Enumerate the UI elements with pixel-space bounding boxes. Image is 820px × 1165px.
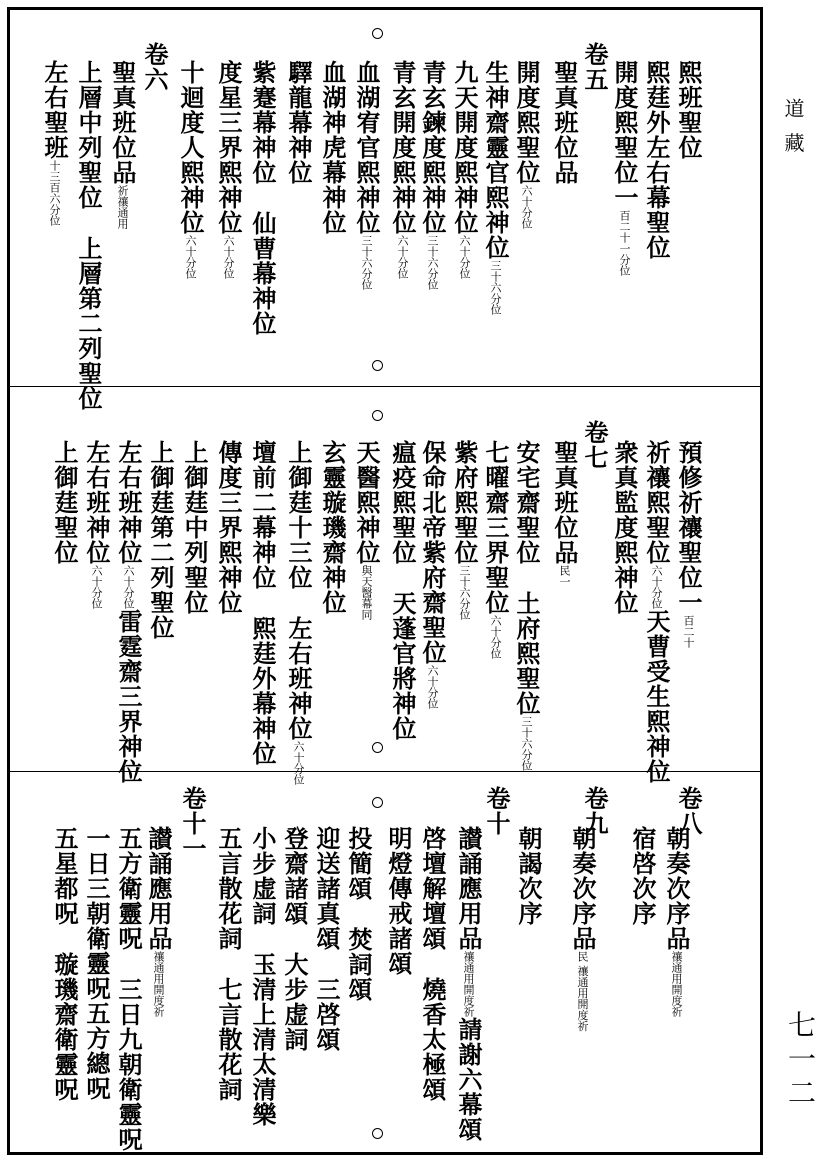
annotation-note: 六十分位	[222, 235, 235, 279]
text-column	[550, 60, 579, 185]
column-text: 祈禳熙聖位	[642, 440, 671, 565]
text-column	[248, 826, 277, 1127]
annotation-note: 與天醫幕同	[360, 565, 373, 620]
annotation-note: 六十分位	[184, 235, 197, 279]
column-text: 五星都呪	[50, 826, 79, 926]
column-text: 天醫熙神位	[352, 440, 381, 565]
text-column	[50, 826, 79, 1102]
column-text-second: 三啓頌	[312, 977, 341, 1052]
column-text-second: 熙莛外幕神位	[248, 616, 277, 766]
column-text: 傳度三界熙神位	[214, 440, 243, 615]
binding-hole	[372, 28, 383, 39]
column-text: 上御莛中列聖位	[180, 440, 209, 615]
column-text: 十迴度人熙神位	[176, 60, 205, 235]
text-column	[344, 826, 373, 1002]
column-text: 啓壇解壇頌	[418, 826, 447, 951]
text-column	[284, 60, 313, 185]
column-text: 一日三朝衛靈呪五方總呪	[82, 826, 111, 1101]
text-column	[114, 440, 143, 784]
text-column	[114, 826, 143, 1152]
text-column	[450, 60, 479, 279]
text-column	[481, 440, 510, 659]
column-text: 聖真班位品	[550, 440, 579, 565]
text-column	[580, 420, 609, 470]
column-text: 青玄開度熙神位	[388, 60, 417, 235]
column-text-second: 玉清上清太清樂	[248, 952, 277, 1127]
text-column	[418, 826, 447, 1102]
column-text: 卷十	[482, 786, 511, 836]
column-text-second: 璇璣齋衛靈呪	[50, 952, 79, 1102]
book-title: 道 藏	[781, 98, 805, 157]
binding-hole	[372, 1128, 383, 1139]
text-column	[450, 440, 479, 620]
binding-hole	[372, 410, 383, 421]
text-column	[50, 440, 79, 565]
column-text: 卷十一	[178, 786, 207, 861]
text-column	[418, 440, 447, 709]
column-text: 五言散花詞	[214, 826, 243, 951]
column-text: 卷七	[580, 420, 609, 470]
column-text-second: 大步虚詞	[280, 952, 309, 1052]
text-column	[40, 60, 69, 226]
column-text: 迎送諸真頌	[312, 826, 341, 951]
annotation-note: 六十分位	[396, 235, 409, 279]
column-text: 左右班神位	[114, 440, 143, 565]
text-column	[82, 440, 111, 609]
annotation-note: 三十六分位	[458, 565, 471, 620]
text-column	[550, 440, 579, 587]
column-text: 安宅齋聖位	[512, 440, 541, 565]
binding-hole	[372, 360, 383, 371]
column-text: 瘟疫熙聖位	[388, 440, 417, 565]
text-column	[481, 60, 510, 315]
column-text: 卷八	[674, 786, 703, 836]
annotation-note: 三十六分位	[360, 235, 373, 290]
text-column	[352, 440, 381, 620]
column-text-continued: 請謝六幕頌	[454, 1017, 483, 1142]
text-column	[662, 826, 691, 1017]
column-text: 保命北帝紫府齋聖位	[418, 440, 447, 665]
column-text: 度星三界熙神位	[214, 60, 243, 235]
text-column	[140, 42, 169, 92]
text-column	[214, 826, 243, 1102]
column-text: 開度熙聖位一	[610, 60, 639, 210]
column-text-second: 天蓬官將神位	[388, 591, 417, 741]
annotation-note: 禳通用開度祈	[670, 951, 683, 1017]
column-text: 血湖宥官熙神位	[352, 60, 381, 235]
text-column	[176, 60, 205, 279]
text-column	[146, 440, 175, 640]
column-text: 七曜齋三界聖位	[481, 440, 510, 615]
column-text: 上層中列聖位	[74, 60, 103, 210]
column-text-second: 燒香太極頌	[418, 977, 447, 1102]
text-column	[512, 440, 541, 771]
column-text-continued: 雷霆齋三界神位	[114, 609, 143, 784]
text-column	[178, 786, 207, 861]
annotation-note: 六十分位	[90, 565, 103, 609]
text-column	[144, 826, 173, 1017]
column-text: 五方衛靈呪	[114, 826, 143, 951]
text-column	[628, 826, 657, 926]
annotation-note: 六十分位	[292, 741, 305, 785]
column-text: 壇前二幕神位	[248, 440, 277, 590]
column-text: 讃誦應用品	[454, 826, 483, 951]
panel-divider-1	[7, 386, 763, 387]
annotation-note: 三十六分位	[520, 716, 533, 771]
text-column	[482, 786, 511, 836]
page-number: 七一二	[784, 1010, 817, 1112]
column-text-second: 仙曹幕神位	[248, 211, 277, 336]
column-text: 衆真監度熙神位	[610, 440, 639, 615]
text-column	[284, 440, 313, 785]
text-column	[674, 440, 703, 648]
annotation-note: 民一	[558, 565, 571, 587]
column-text: 熙班聖位	[674, 60, 703, 160]
text-column	[512, 60, 541, 229]
column-text: 朝謁次序	[514, 826, 543, 926]
column-text: 左右班神位	[82, 440, 111, 565]
annotation-note: 三十六分位	[426, 235, 439, 290]
text-column	[384, 826, 413, 976]
column-text-second: 三日九朝衛靈呪	[114, 977, 143, 1152]
text-column	[454, 826, 483, 1142]
annotation-note: 六十分位	[458, 235, 471, 279]
text-column	[248, 440, 277, 766]
text-column	[248, 60, 277, 336]
text-column	[312, 826, 341, 1052]
column-text: 左右聖班	[40, 60, 69, 160]
binding-hole	[372, 797, 383, 808]
column-text: 明燈傳戒諸頌	[384, 826, 413, 976]
column-text-second: 七言散花詞	[214, 977, 243, 1102]
column-text: 朝奏次序品	[662, 826, 691, 951]
annotation-note: 禳通用開度祈	[152, 951, 165, 1017]
annotation-note: 祈禳通用	[116, 185, 129, 229]
text-column	[108, 60, 137, 229]
annotation-note: 六十分位	[426, 665, 439, 709]
column-text: 預修祈禳聖位一	[674, 440, 703, 615]
annotation-note: 民 禳通用開度祈	[576, 951, 589, 1032]
text-column	[568, 826, 597, 1032]
annotation-note: 百二十一分位	[618, 210, 631, 276]
column-text: 上御莛聖位	[50, 440, 79, 565]
text-column	[514, 826, 543, 926]
annotation-note: 六十分位	[520, 185, 533, 229]
column-text: 聖真班位品	[108, 60, 137, 185]
annotation-note: 三十六分位	[489, 260, 502, 315]
text-column	[580, 42, 609, 92]
text-column	[674, 60, 703, 160]
column-text: 生神齋靈官熙神位	[481, 60, 510, 260]
column-text: 卷六	[140, 42, 169, 92]
column-text-second: 焚詞頌	[344, 927, 373, 1002]
text-column	[642, 60, 671, 260]
text-column	[642, 440, 671, 784]
column-text: 讃誦應用品	[144, 826, 173, 951]
column-text: 紫蹇幕神位	[248, 60, 277, 185]
column-text: 血湖神虎幕神位	[318, 60, 347, 235]
text-column	[74, 60, 103, 411]
text-column	[388, 440, 417, 741]
annotation-note: 禳通用開度祈	[462, 951, 475, 1017]
column-text: 上御莛十三位	[284, 440, 313, 590]
text-column	[610, 60, 639, 276]
binding-hole	[372, 742, 383, 753]
column-text-second: 左右班神位	[284, 616, 313, 741]
text-column	[214, 440, 243, 615]
text-column	[352, 60, 381, 290]
column-text: 紫府熙聖位	[450, 440, 479, 565]
annotation-note: 百二十	[682, 615, 695, 648]
column-text: 卷五	[580, 42, 609, 92]
text-column	[388, 60, 417, 279]
column-text: 登齋諸頌	[280, 826, 309, 926]
text-column	[180, 440, 209, 615]
column-text: 投簡頌	[344, 826, 373, 901]
column-text: 宿啓次序	[628, 826, 657, 926]
annotation-note: 六十分位	[489, 615, 502, 659]
column-text: 九天開度熙神位	[450, 60, 479, 235]
annotation-note: 六十分位	[650, 565, 663, 609]
annotation-note: 十三百六分位	[48, 160, 61, 226]
column-text-continued: 天曹受生熙神位	[642, 609, 671, 784]
column-text: 熙莛外左右幕聖位	[642, 60, 671, 260]
column-text: 朝奏次序品	[568, 826, 597, 951]
column-text: 玄靈璇璣齋神位	[318, 440, 347, 615]
column-text: 小步虚詞	[248, 826, 277, 926]
column-text: 聖真班位品	[550, 60, 579, 185]
text-column	[318, 60, 347, 235]
column-text: 卷九	[580, 786, 609, 836]
column-text: 驛龍幕神位	[284, 60, 313, 185]
text-column	[610, 440, 639, 615]
column-text: 青玄鍊度熙神位	[418, 60, 447, 235]
text-column	[318, 440, 347, 615]
column-text: 開度熙聖位	[512, 60, 541, 185]
text-column	[280, 826, 309, 1052]
column-text: 上御莛第二列聖位	[146, 440, 175, 640]
text-column	[214, 60, 243, 279]
text-column	[82, 826, 111, 1101]
text-column	[418, 60, 447, 290]
column-text-second: 上層第二列聖位	[74, 236, 103, 411]
column-text-second: 土府熙聖位	[512, 591, 541, 716]
annotation-note: 六十分位	[122, 565, 135, 609]
